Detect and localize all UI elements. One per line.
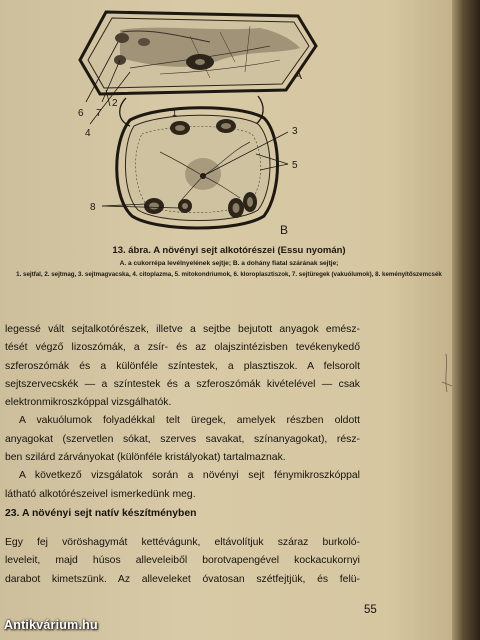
label-cell-b: B <box>280 223 289 237</box>
label-8: 8 <box>90 202 96 213</box>
plant-cell-illustration <box>60 2 380 238</box>
text-line: A vakuólumok folyadékkal telt üregek, amelyek részben oldott <box>19 415 360 427</box>
label-6: 6 <box>78 108 84 119</box>
text-line: tését végző lizoszómák, a zsír- és az olajszintézisben tevékenykedő <box>5 342 360 354</box>
figure-caption-title: 13. ábra. A növényi sejt alkotórészei (Essu nyomán) <box>112 245 346 256</box>
section-heading: 23. A növényi sejt natív készítményben <box>5 508 197 519</box>
text-line: elektronmikroszkóppal vizsgálhatók. <box>5 397 172 409</box>
text-line: leveleit, majd húsos alleveleiből borotvapengével kockacukornyi <box>5 555 360 567</box>
label-7: 7 <box>96 108 102 119</box>
label-2: 2 <box>112 98 118 109</box>
watermark: Antikvárium.hu <box>4 618 98 632</box>
text-line: anyagokat (szervetlen sókat, szerves savakat, színanyagokat), rész- <box>5 433 360 445</box>
text-line: sejtszervecskék — a színtestek és a szferoszómák kivételével — csak <box>5 378 360 390</box>
label-5: 5 <box>292 160 298 171</box>
text-line: látható alkotórészeivel ismerkedünk meg. <box>5 488 196 500</box>
body-text-top <box>5 321 360 504</box>
text-line: Egy fej vöröshagymát kettévágunk, eltávolítjuk száraz burkoló- <box>5 537 360 548</box>
figure-caption-legend: 1. sejtfal, 2. sejtmag, 3. sejtmagvacska, 4. citoplazma, 5. mitokondriumok, 6. kloroplasztiszok, 7. sejtüregek (vakuólumok), 8. keményítőszemcsék <box>16 271 442 278</box>
text-line: darabot kimetszünk. Az alleveleket óvatosan szétfejtjük, és felü- <box>5 573 360 585</box>
page-edge <box>452 0 480 640</box>
body-text-bottom <box>5 534 360 589</box>
page-number: 55 <box>364 604 377 616</box>
label-3: 3 <box>292 126 298 137</box>
text-line: ben szilárd zárványokat (különféle kristályokat) tartalmaznak. <box>5 452 286 464</box>
figure-caption-subtitle: A. a cukorrépa levélnyelének sejtje; B. a dohány fiatal szárának sejtje; <box>119 260 339 267</box>
label-cell-a: A <box>294 68 303 82</box>
text-line: legessé vált sejtalkotórészek, illetve a sejtbe bejutott anyagok emész- <box>5 324 360 335</box>
label-4: 4 <box>85 128 91 139</box>
text-line: szferoszómák és a különféle színtestek, a plasztiszok. A felsorolt <box>5 360 360 372</box>
label-1: 1 <box>172 108 178 118</box>
text-line: A következő vizsgálatok során a növényi sejt fénymikroszkóppal <box>19 470 360 482</box>
